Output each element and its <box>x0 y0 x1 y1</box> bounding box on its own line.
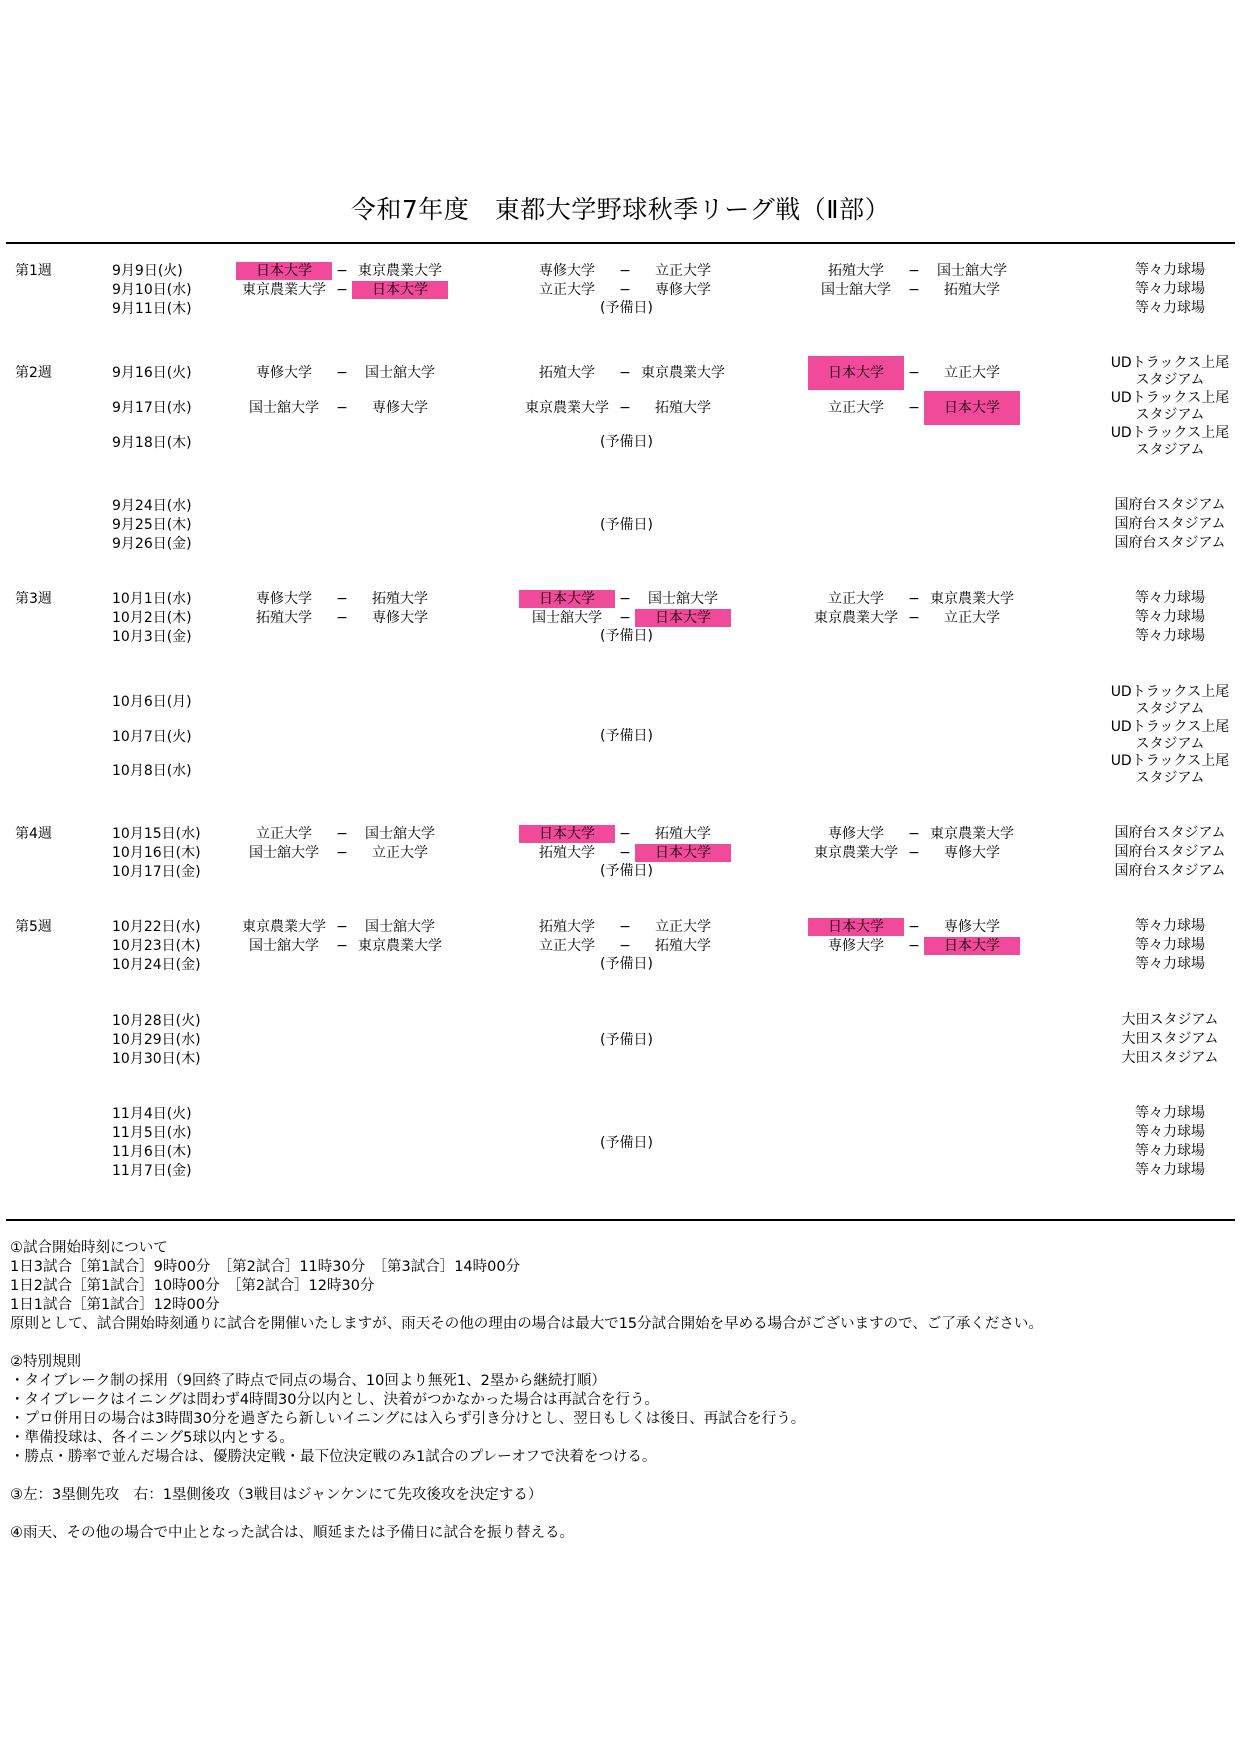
match <box>519 281 731 299</box>
match <box>808 364 1020 382</box>
home-team: 日本大学 <box>808 356 904 390</box>
away-team: 国士舘大学 <box>365 365 435 381</box>
date: 10月16日(木) <box>112 845 201 861</box>
away-team: 東京農業大学 <box>930 591 1014 607</box>
home-team: 立正大学 <box>539 282 595 298</box>
date: 10月30日(木) <box>112 1051 201 1067</box>
venue: 大田スタジアム <box>1121 1012 1219 1028</box>
date: 9月16日(火) <box>112 365 192 381</box>
versus-dash: − <box>336 591 348 607</box>
date: 9月24日(水) <box>112 498 192 514</box>
away-team: 拓殖大学 <box>944 282 1000 298</box>
away-team: 立正大学 <box>655 263 711 279</box>
match <box>519 937 731 955</box>
venue-line: UDトラックス上尾 <box>1110 390 1230 406</box>
venue-line: スタジアム <box>1135 736 1205 752</box>
venue: 国府台スタジアム <box>1114 825 1226 841</box>
away-team: 東京農業大学 <box>930 826 1014 842</box>
page-title: 令和7年度 東都大学野球秋季リーグ戦（Ⅱ部） <box>350 195 891 224</box>
home-team: 国士舘大学 <box>249 845 319 861</box>
note-heading: ④雨天、その他の場合で中止となった試合は、順延または予備日に試合を振り替える。 <box>10 1525 574 1541</box>
match <box>236 262 448 280</box>
match <box>519 262 731 280</box>
home-team: 専修大学 <box>539 263 595 279</box>
venue: 国府台スタジアム <box>1114 497 1226 513</box>
match <box>236 918 448 936</box>
match <box>808 262 1020 280</box>
versus-dash: − <box>619 610 631 626</box>
versus-dash: − <box>619 919 631 935</box>
home-team: 東京農業大学 <box>525 400 609 416</box>
match <box>808 590 1020 608</box>
date: 10月3日(金) <box>112 629 192 645</box>
away-team: 拓殖大学 <box>655 400 711 416</box>
date: 9月18日(木) <box>112 435 192 451</box>
match <box>519 609 731 627</box>
away-team: 専修大学 <box>944 919 1000 935</box>
venue: 等々力球場 <box>1135 628 1205 644</box>
venue-line: UDトラックス上尾 <box>1110 753 1230 769</box>
match <box>808 844 1020 862</box>
home-team: 拓殖大学 <box>256 610 312 626</box>
away-team: 拓殖大学 <box>372 591 428 607</box>
venue: 等々力球場 <box>1135 281 1205 297</box>
away-team: 日本大学 <box>924 391 1020 425</box>
versus-dash: − <box>908 610 920 626</box>
venue: 等々力球場 <box>1135 590 1205 606</box>
versus-dash: − <box>619 826 631 842</box>
venue-line: スタジアム <box>1135 372 1205 388</box>
match <box>808 281 1020 299</box>
note-heading: ②特別規則 <box>10 1354 81 1370</box>
venue: 等々力球場 <box>1135 1162 1205 1178</box>
note-line: 原則として、試合開始時刻通りに試合を開催いたしますが、雨天その他の理由の場合は最大で15分試合開始を早める場合がございますので、ご了承ください。 <box>10 1316 1043 1332</box>
versus-dash: − <box>619 938 631 954</box>
versus-dash: − <box>619 400 631 416</box>
versus-dash: − <box>336 400 348 416</box>
venue: 等々力球場 <box>1135 1143 1205 1159</box>
week-label: 第4週 <box>15 826 52 842</box>
versus-dash: − <box>336 919 348 935</box>
venue <box>1095 753 1241 787</box>
date: 9月9日(火) <box>112 263 183 279</box>
reserve-day-label: (予備日) <box>600 517 653 533</box>
away-team: 東京農業大学 <box>358 938 442 954</box>
away-team: 日本大学 <box>635 844 731 862</box>
home-team: 日本大学 <box>236 262 332 280</box>
home-team: 国士舘大学 <box>249 400 319 416</box>
versus-dash: − <box>336 845 348 861</box>
away-team: 立正大学 <box>944 365 1000 381</box>
date: 11月7日(金) <box>112 1163 192 1179</box>
match <box>808 918 1020 936</box>
date: 9月10日(水) <box>112 282 192 298</box>
match <box>808 399 1020 417</box>
match <box>236 844 448 862</box>
week-label: 第3週 <box>15 591 52 607</box>
home-team: 専修大学 <box>256 591 312 607</box>
match <box>236 609 448 627</box>
home-team: 立正大学 <box>828 400 884 416</box>
away-team: 東京農業大学 <box>641 365 725 381</box>
venue: 等々力球場 <box>1135 918 1205 934</box>
venue-line: UDトラックス上尾 <box>1110 355 1230 371</box>
home-team: 立正大学 <box>539 938 595 954</box>
reserve-day-label: (予備日) <box>600 1135 653 1151</box>
top-divider <box>6 242 1235 244</box>
home-team: 日本大学 <box>808 918 904 936</box>
note-heading: ①試合開始時刻について <box>10 1240 168 1256</box>
away-team: 専修大学 <box>372 610 428 626</box>
match <box>236 399 448 417</box>
venue: 大田スタジアム <box>1121 1031 1219 1047</box>
home-team: 国士舘大学 <box>821 282 891 298</box>
note-heading: ③左：3塁側先攻 右：1塁側後攻（3戦目はジャンケンにて先攻後攻を決定する） <box>10 1487 543 1503</box>
venue: 等々力球場 <box>1135 1105 1205 1121</box>
venue-line: スタジアム <box>1135 442 1205 458</box>
away-team: 国士舘大学 <box>365 826 435 842</box>
match <box>519 399 731 417</box>
home-team: 国士舘大学 <box>532 610 602 626</box>
note-line: 1日3試合［第1試合］9時00分 ［第2試合］11時30分 ［第3試合］14時00分 <box>10 1259 521 1275</box>
note-line: 1日1試合［第1試合］12時00分 <box>10 1297 220 1313</box>
home-team: 拓殖大学 <box>539 365 595 381</box>
date: 10月7日(火) <box>112 729 192 745</box>
home-team: 東京農業大学 <box>814 845 898 861</box>
date: 9月17日(水) <box>112 400 192 416</box>
venue: 等々力球場 <box>1135 1124 1205 1140</box>
note-line: ・プロ併用日の場合は3時間30分を過ぎたら新しいイニングには入らず引き分けとし、翌日もしくは後日、再試合を行う。 <box>10 1411 806 1427</box>
versus-dash: − <box>619 263 631 279</box>
venue-line: スタジアム <box>1135 407 1205 423</box>
venue-line: スタジアム <box>1135 770 1205 786</box>
notes-section <box>10 1239 1043 1543</box>
venue: 等々力球場 <box>1135 609 1205 625</box>
reserve-day-label: (予備日) <box>600 628 653 644</box>
venue <box>1095 355 1241 389</box>
away-team: 専修大学 <box>655 282 711 298</box>
week-label: 第2週 <box>15 365 52 381</box>
date: 10月2日(木) <box>112 610 192 626</box>
versus-dash: − <box>908 845 920 861</box>
date: 10月24日(金) <box>112 957 201 973</box>
note-line: ・タイブレーク制の採用（9回終了時点で同点の場合、10回より無死1、2塁から継続打順） <box>10 1373 606 1389</box>
versus-dash: − <box>336 263 348 279</box>
versus-dash: − <box>336 282 348 298</box>
versus-dash: − <box>908 591 920 607</box>
away-team: 立正大学 <box>655 919 711 935</box>
bottom-divider <box>6 1219 1235 1221</box>
week-label: 第5週 <box>15 919 52 935</box>
date: 11月4日(火) <box>112 1106 192 1122</box>
match <box>519 844 731 862</box>
versus-dash: − <box>619 365 631 381</box>
versus-dash: − <box>619 282 631 298</box>
venue <box>1095 390 1241 424</box>
reserve-day-label: (予備日) <box>600 434 653 450</box>
away-team: 国士舘大学 <box>648 591 718 607</box>
date: 10月6日(月) <box>112 694 192 710</box>
venue: 国府台スタジアム <box>1114 516 1226 532</box>
date: 10月23日(木) <box>112 938 201 954</box>
venue: 等々力球場 <box>1135 956 1205 972</box>
match <box>519 918 731 936</box>
away-team: 立正大学 <box>372 845 428 861</box>
match <box>236 590 448 608</box>
away-team: 日本大学 <box>352 281 448 299</box>
versus-dash: − <box>336 610 348 626</box>
venue: 等々力球場 <box>1135 937 1205 953</box>
match <box>519 590 731 608</box>
home-team: 拓殖大学 <box>828 263 884 279</box>
home-team: 立正大学 <box>828 591 884 607</box>
versus-dash: − <box>336 938 348 954</box>
venue-line: UDトラックス上尾 <box>1110 425 1230 441</box>
date: 9月25日(木) <box>112 517 192 533</box>
venue-line: スタジアム <box>1135 701 1205 717</box>
versus-dash: − <box>908 938 920 954</box>
venue-line: UDトラックス上尾 <box>1110 719 1230 735</box>
match <box>236 281 448 299</box>
home-team: 立正大学 <box>256 826 312 842</box>
home-team: 専修大学 <box>828 826 884 842</box>
date: 11月6日(木) <box>112 1144 192 1160</box>
note-line: 1日2試合［第1試合］10時00分 ［第2試合］12時30分 <box>10 1278 375 1294</box>
match <box>236 937 448 955</box>
note-line: ・準備投球は、各イニング5球以内とする。 <box>10 1430 294 1446</box>
home-team: 日本大学 <box>519 590 615 608</box>
match <box>808 937 1020 955</box>
away-team: 国士舘大学 <box>365 919 435 935</box>
away-team: 専修大学 <box>372 400 428 416</box>
away-team: 日本大学 <box>635 609 731 627</box>
away-team: 国士舘大学 <box>937 263 1007 279</box>
versus-dash: − <box>908 263 920 279</box>
match <box>519 364 731 382</box>
home-team: 東京農業大学 <box>814 610 898 626</box>
week-label: 第1週 <box>15 263 52 279</box>
away-team: 立正大学 <box>944 610 1000 626</box>
versus-dash: − <box>336 365 348 381</box>
date: 10月15日(水) <box>112 826 201 842</box>
home-team: 日本大学 <box>519 825 615 843</box>
home-team: 拓殖大学 <box>539 845 595 861</box>
reserve-day-label: (予備日) <box>600 956 653 972</box>
home-team: 国士舘大学 <box>249 938 319 954</box>
venue: 国府台スタジアム <box>1114 863 1226 879</box>
venue <box>1095 684 1241 718</box>
date: 10月28日(火) <box>112 1013 201 1029</box>
match <box>808 609 1020 627</box>
home-team: 東京農業大学 <box>242 919 326 935</box>
venue: 等々力球場 <box>1135 300 1205 316</box>
venue: 国府台スタジアム <box>1114 844 1226 860</box>
away-team: 拓殖大学 <box>655 826 711 842</box>
date: 10月17日(金) <box>112 864 201 880</box>
date: 10月1日(水) <box>112 591 192 607</box>
date: 9月26日(金) <box>112 536 192 552</box>
note-line: ・勝点・勝率で並んだ場合は、優勝決定戦・最下位決定戦のみ1試合のプレーオフで決着をつける。 <box>10 1449 657 1465</box>
home-team: 東京農業大学 <box>242 282 326 298</box>
venue <box>1095 719 1241 753</box>
reserve-day-label: (予備日) <box>600 1032 653 1048</box>
versus-dash: − <box>908 282 920 298</box>
reserve-day-label: (予備日) <box>600 728 653 744</box>
date: 10月22日(水) <box>112 919 201 935</box>
reserve-day-label: (予備日) <box>600 863 653 879</box>
venue <box>1095 425 1241 459</box>
date: 9月11日(木) <box>112 301 192 317</box>
away-team: 拓殖大学 <box>655 938 711 954</box>
home-team: 専修大学 <box>256 365 312 381</box>
away-team: 日本大学 <box>924 937 1020 955</box>
away-team: 専修大学 <box>944 845 1000 861</box>
reserve-day-label: (予備日) <box>600 300 653 316</box>
venue-line: UDトラックス上尾 <box>1110 684 1230 700</box>
match <box>236 825 448 843</box>
home-team: 専修大学 <box>828 938 884 954</box>
venue: 国府台スタジアム <box>1114 535 1226 551</box>
versus-dash: − <box>908 365 920 381</box>
versus-dash: − <box>908 919 920 935</box>
date: 11月5日(水) <box>112 1125 192 1141</box>
away-team: 東京農業大学 <box>358 263 442 279</box>
versus-dash: − <box>619 591 631 607</box>
match <box>236 364 448 382</box>
home-team: 拓殖大学 <box>539 919 595 935</box>
match <box>519 825 731 843</box>
venue: 大田スタジアム <box>1121 1050 1219 1066</box>
date: 10月29日(水) <box>112 1032 201 1048</box>
venue: 等々力球場 <box>1135 262 1205 278</box>
versus-dash: − <box>336 826 348 842</box>
versus-dash: − <box>908 400 920 416</box>
match <box>808 825 1020 843</box>
date: 10月8日(水) <box>112 763 192 779</box>
versus-dash: − <box>908 826 920 842</box>
note-line: ・タイブレークはイニングは問わず4時間30分以内とし、決着がつかなかった場合は再試合を行う。 <box>10 1392 659 1408</box>
versus-dash: − <box>619 845 631 861</box>
